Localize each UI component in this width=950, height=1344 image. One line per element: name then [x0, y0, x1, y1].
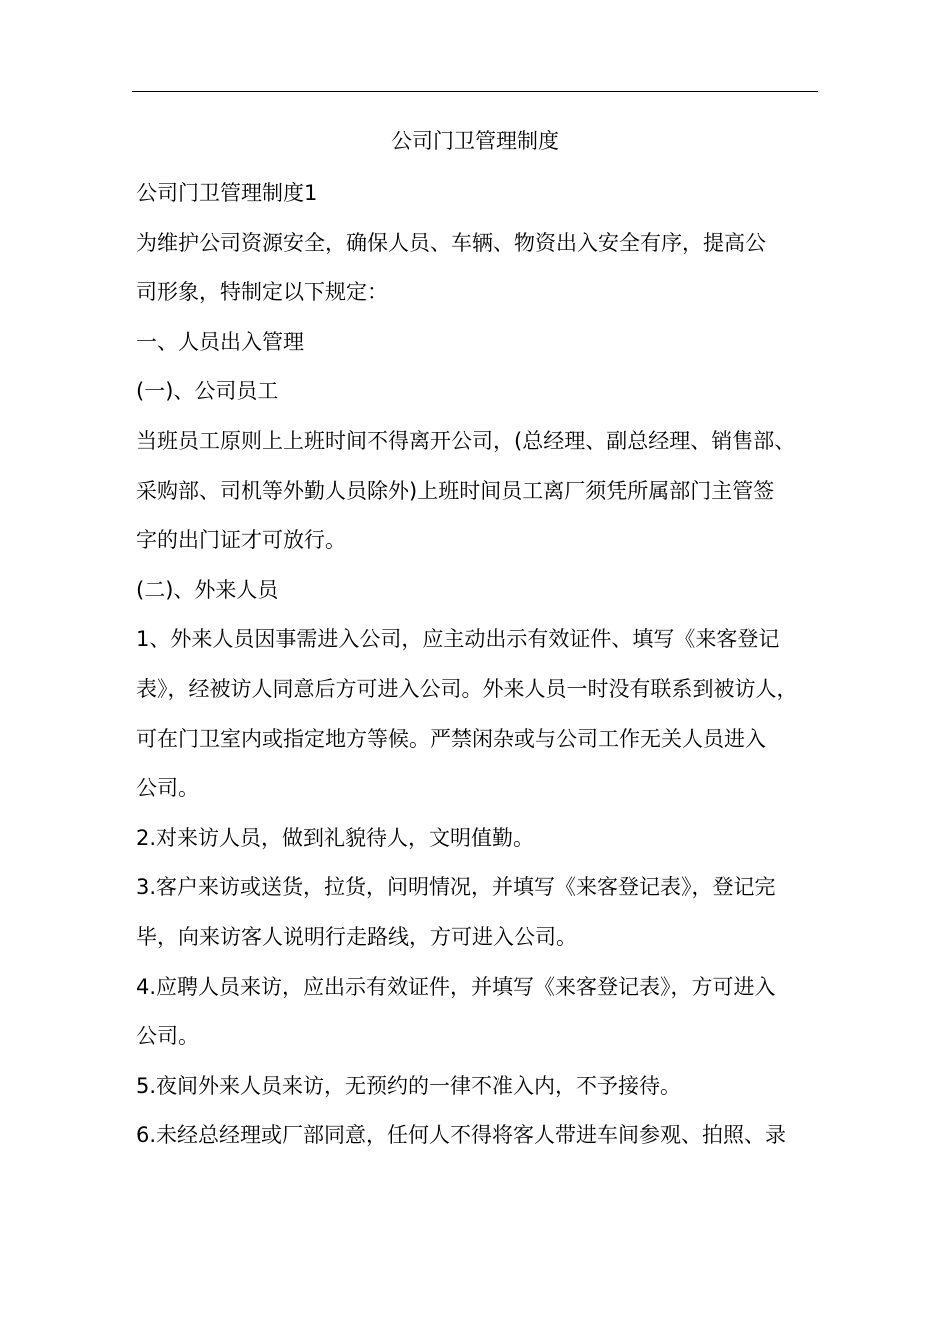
text-line: 为维护公司资源安全，确保人员、车辆、物资出入安全有序，提高公: [136, 230, 766, 255]
document-title: 公司门卫管理制度: [391, 129, 559, 153]
text-line: 当班员工原则上上班时间不得离开公司，(总经理、副总经理、销售部、: [136, 428, 796, 453]
text-line: 4.应聘人员来访，应出示有效证件，并填写《来客登记表》，方可进入: [136, 974, 776, 999]
text-line: 6.未经总经理或厂部同意，任何人不得将客人带进车间参观、拍照、录: [136, 1123, 787, 1148]
text-line: 采购部、司机等外勤人员除外)上班时间员工离厂须凭所属部门主管签: [136, 478, 775, 503]
text-line: 5.夜间外来人员来访，无预约的一律不准入内，不予接待。: [136, 1073, 682, 1098]
text-line: (二)、外来人员: [136, 577, 279, 602]
text-line: 公司。: [136, 776, 199, 801]
text-line: 1、外来人员因事需进入公司，应主动出示有效证件、填写《来客登记: [136, 627, 780, 652]
header-rule: [132, 91, 818, 92]
text-line: 一、人员出入管理: [136, 329, 304, 354]
text-line: 公司门卫管理制度1: [136, 181, 318, 205]
text-line: 司形象，特制定以下规定：: [136, 280, 388, 305]
text-line: 字的出门证才可放行。: [136, 528, 346, 553]
text-line: 2.对来访人员，做到礼貌待人，文明值勤。: [136, 825, 535, 850]
text-line: 毕，向来访客人说明行走路线，方可进入公司。: [136, 924, 577, 949]
text-line: 可在门卫室内或指定地方等候。严禁闲杂或与公司工作无关人员进入: [136, 726, 766, 751]
document-body: [136, 176, 820, 1168]
text-line: 表》，经被访人同意后方可进入公司。外来人员一时没有联系到被访人，: [136, 676, 798, 701]
text-line: 公司。: [136, 1024, 199, 1049]
text-line: 3.客户来访或送货，拉货，问明情况，并填写《来客登记表》，登记完: [136, 875, 776, 900]
text-line: (一)、公司员工: [136, 379, 279, 404]
